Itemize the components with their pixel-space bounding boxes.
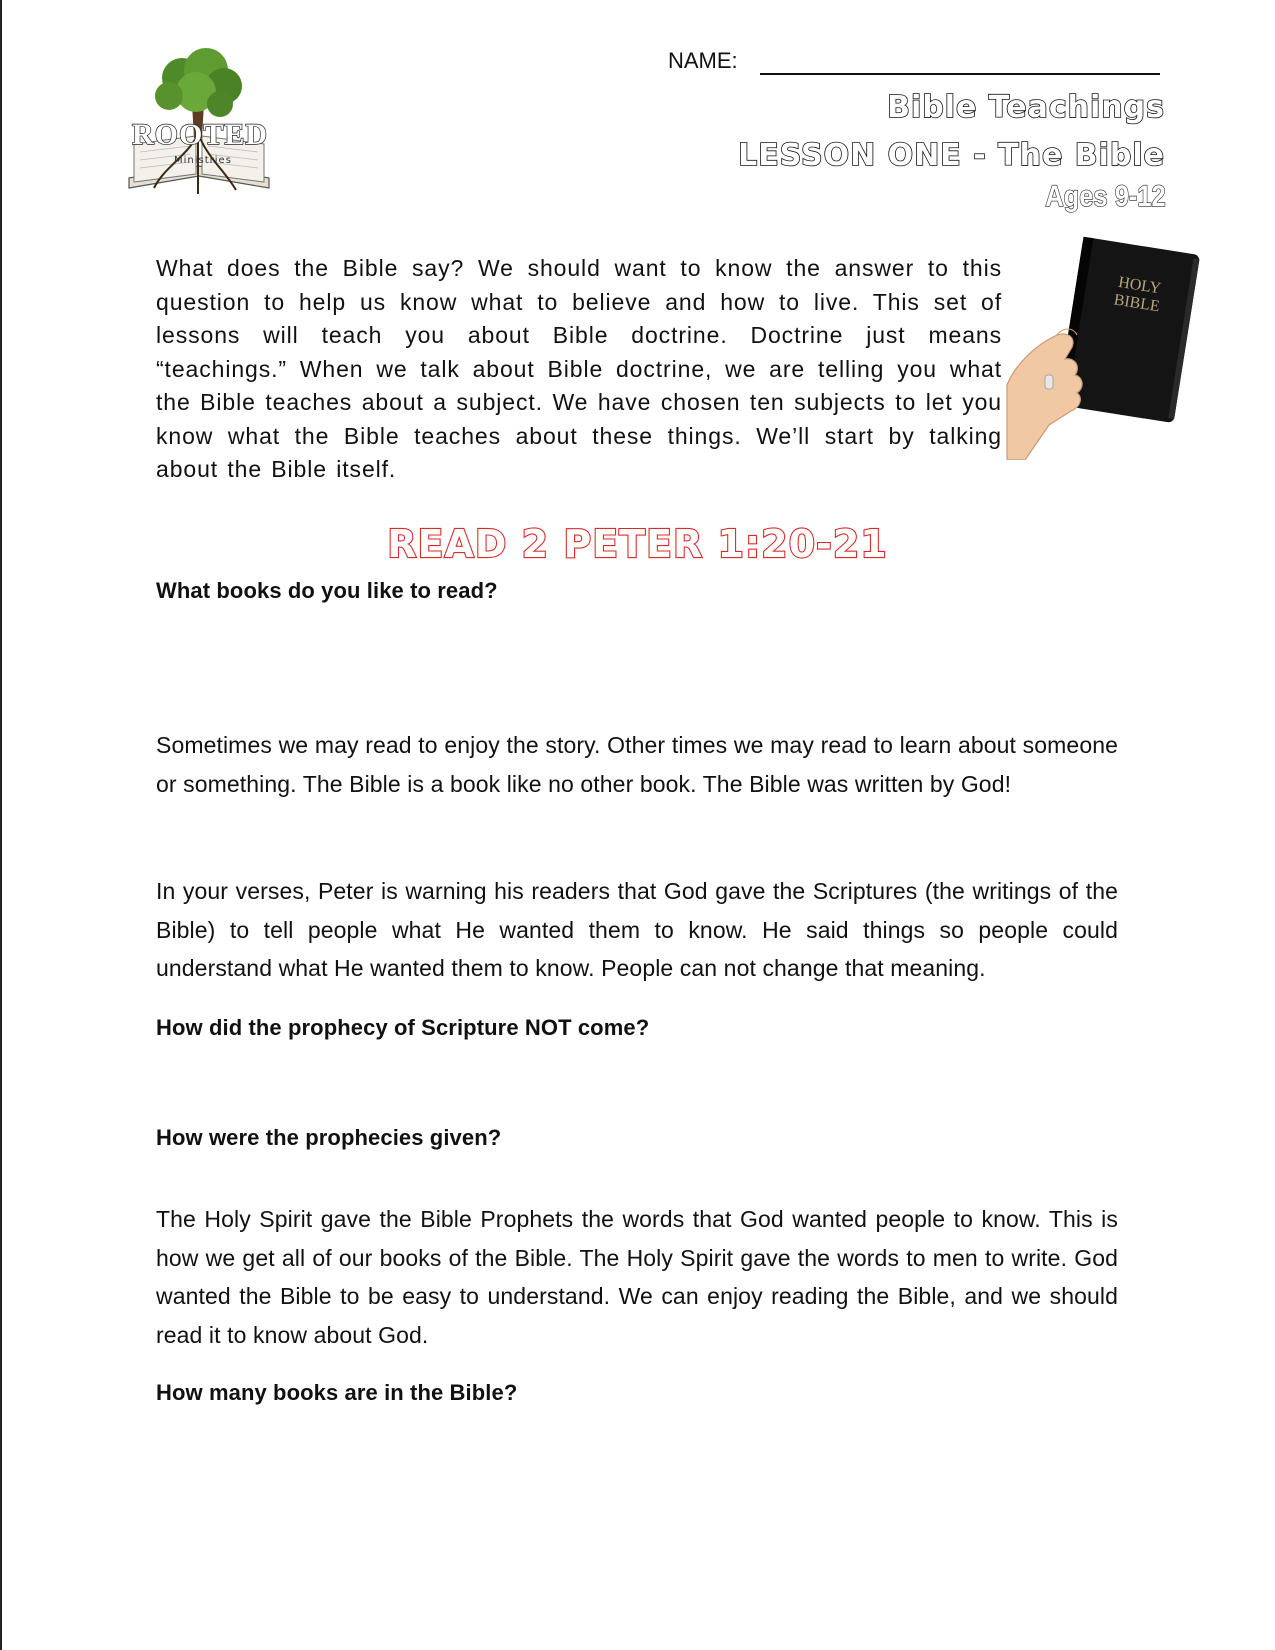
name-field-line[interactable] xyxy=(760,73,1160,75)
intro-paragraph: What does the Bible say? We should want to know the answer to this question to help us know what to believe and how to live. This set of lessons will teach you about Bible doctrine. Doctrine just means “teachings.” When we talk about Bible doctrine, we are telling you what the Bible teaches about a subject. We have chosen ten subjects to let you know what the Bible teaches about these things. We’ll start by talking about the Bible itself. xyxy=(156,255,1002,482)
lesson-title: LESSON ONE - The Bible xyxy=(738,138,1165,173)
logo-wordmark: ROOTED xyxy=(132,118,269,151)
worksheet-series-title: Bible Teachings xyxy=(887,90,1165,125)
paragraph-holy-spirit: The Holy Spirit gave the Bible Prophets the words that God wanted people to know. This is how we get all of our books of the Bible. The Holy Spirit gave the words to men to write. God wanted the Bible to be easy to understand. We can enjoy reading the Bible, and we should read it to know about God. xyxy=(156,1206,1118,1348)
bible-cover-text-holy: HOLY xyxy=(1117,273,1163,298)
question-prophecy-not-come: How did the prophecy of Scripture NOT come? xyxy=(156,1015,650,1040)
paragraph-reading-purpose: Sometimes we may read to enjoy the story. Other times we may read to learn about someone or something. The Bible is a book like no other book. The Bible was written by God! xyxy=(156,732,1118,797)
holy-bible-image xyxy=(1005,235,1205,460)
bible-cover-text-bible: BIBLE xyxy=(1112,291,1161,316)
question-prophecies-given: How were the prophecies given? xyxy=(156,1125,502,1150)
rooted-ministries-logo xyxy=(124,48,274,198)
age-range: Ages 9-12 xyxy=(1045,180,1166,213)
paragraph-peter-warning: In your verses, Peter is warning his readers that God gave the Scriptures (the writings of the Bible) to tell people what He wanted them to know. He said things so people could understand what He wanted them to know. People can not change that meaning. xyxy=(156,878,1118,981)
scripture-reading-heading: READ 2 PETER 1:20-21 xyxy=(387,522,888,566)
page-left-border xyxy=(0,0,2,1650)
name-label: NAME: xyxy=(668,48,738,73)
question-favorite-books: What books do you like to read? xyxy=(156,578,498,603)
question-number-of-books: How many books are in the Bible? xyxy=(156,1380,518,1405)
logo-subtitle: Ministries xyxy=(174,155,232,166)
